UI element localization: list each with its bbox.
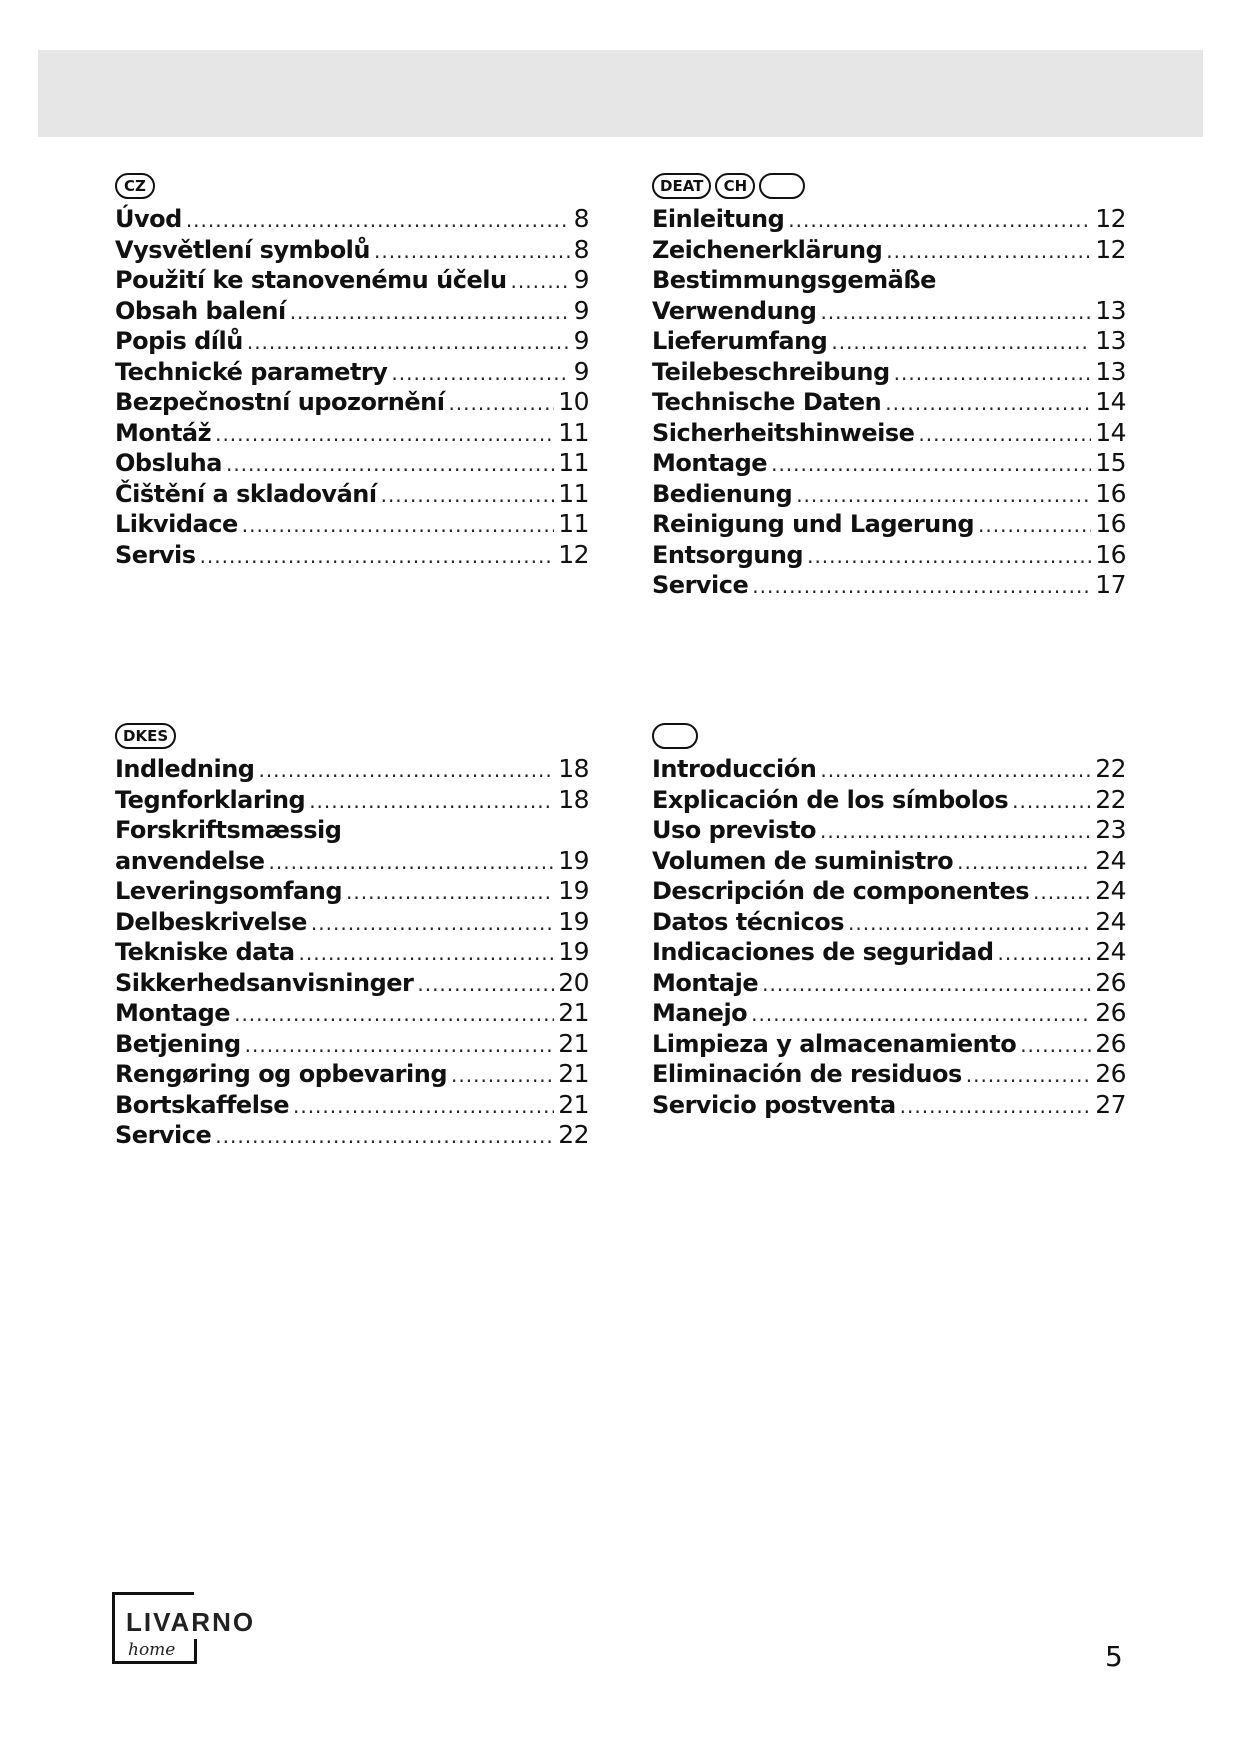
toc-entry (115, 387, 589, 418)
toc-entry (652, 785, 1126, 816)
dot-leader (293, 1091, 554, 1122)
dot-leader (966, 1060, 1091, 1091)
dot-leader (186, 205, 570, 236)
dot-leader (820, 816, 1091, 847)
dot-leader (848, 908, 1091, 939)
toc-entry-title: Bedienung (652, 479, 793, 508)
dot-leader (807, 541, 1091, 572)
toc-entry-title: Bortskaffelse (115, 1090, 289, 1119)
toc-entry-title: Entsorgung (652, 540, 804, 569)
dot-leader (788, 205, 1091, 236)
dot-leader (751, 999, 1091, 1030)
toc-entry-title: Service (652, 571, 749, 599)
toc-entry-page: 21 (558, 998, 589, 1027)
toc-entry (652, 448, 1126, 479)
brand-logo-sub: home (128, 1640, 176, 1660)
toc-entry-title: Technische Daten (652, 388, 882, 416)
toc-entry-page: 26 (1095, 967, 1126, 997)
toc-entry-page: 19 (558, 937, 589, 966)
toc-entry (652, 907, 1126, 938)
toc-section-es (652, 718, 1126, 1120)
toc-entry (115, 204, 589, 235)
toc-list (115, 204, 589, 570)
language-badges (652, 168, 1126, 204)
toc-entry (115, 357, 589, 388)
toc-entry (652, 570, 1126, 601)
toc-entry-title: Datos técnicos (652, 907, 845, 936)
dot-leader (820, 297, 1091, 328)
toc-entry (115, 296, 589, 327)
toc-entry-title: Bestimmungsgemäße (652, 266, 936, 294)
toc-entry-title: Montaje (652, 968, 759, 997)
toc-entry-page: 14 (1095, 417, 1126, 447)
toc-entry (115, 1059, 589, 1090)
toc-entry-page: 16 (1095, 509, 1126, 538)
toc-entry (115, 1090, 589, 1121)
toc-entry-title: Likvidace (115, 510, 238, 538)
toc-entry (652, 204, 1126, 235)
dot-leader (417, 969, 554, 1000)
toc-entry-page: 24 (1095, 845, 1126, 875)
dot-leader (771, 449, 1091, 480)
dot-leader (448, 388, 554, 419)
toc-entry-page: 11 (558, 509, 589, 538)
dot-leader (796, 480, 1091, 511)
toc-entry-title: Obsluha (115, 449, 222, 477)
dot-leader (245, 1030, 555, 1061)
toc-entry-title: Manejo (652, 999, 748, 1027)
toc-entry-title: Limpieza y almacenamiento (652, 1029, 1017, 1058)
dot-leader (820, 755, 1091, 786)
toc-entry-title: Indicaciones de seguridad (652, 938, 994, 966)
toc-entry-title: Verwendung (652, 296, 817, 325)
toc-entry-page: 8 (573, 234, 589, 264)
toc-entry (115, 968, 589, 999)
toc-entry (115, 876, 589, 907)
toc-entry-page: 22 (1095, 784, 1126, 814)
toc-entry-page: 20 (558, 967, 589, 997)
dot-leader (258, 755, 554, 786)
dot-leader (752, 571, 1091, 602)
toc-entry-title: Rengøring og opbevaring (115, 1060, 448, 1088)
toc-entry-page: 24 (1095, 876, 1126, 905)
toc-entry-title: Čištění a skladování (115, 479, 377, 508)
toc-entry (652, 998, 1126, 1029)
dot-leader (391, 358, 569, 389)
toc-entry-page: 21 (558, 1089, 589, 1119)
language-badges (652, 718, 1126, 754)
toc-entry-title: Tegnforklaring (115, 785, 306, 814)
toc-entry-title: Delbeskrivelse (115, 907, 307, 936)
dot-leader (215, 419, 554, 450)
dot-leader (885, 388, 1091, 419)
toc-entry-title: Eliminación de residuos (652, 1060, 962, 1088)
toc-entry (652, 357, 1126, 388)
toc-entry-title: Indledning (115, 755, 255, 783)
toc-entry (115, 265, 589, 296)
toc-entry-page: 16 (1095, 478, 1126, 508)
toc-entry (115, 448, 589, 479)
dot-leader (894, 358, 1092, 389)
dot-leader (242, 510, 554, 541)
dot-leader (511, 266, 570, 297)
toc-entry (652, 479, 1126, 510)
dot-leader (309, 786, 554, 817)
header-band (38, 50, 1203, 137)
brand-logo: LIVARNO (126, 1607, 256, 1637)
toc-entry (652, 387, 1126, 418)
toc-entry-page: 8 (573, 204, 589, 233)
toc-entry (115, 998, 589, 1029)
toc-list (115, 754, 589, 1151)
dot-leader (299, 938, 555, 969)
toc-entry-page: 18 (558, 784, 589, 814)
toc-entry (652, 509, 1126, 540)
toc-entry (652, 754, 1126, 785)
dot-leader (1012, 786, 1091, 817)
toc-entry-page: 21 (558, 1059, 589, 1088)
dot-leader (381, 480, 555, 511)
toc-entry-title: Explicación de los símbolos (652, 785, 1009, 814)
toc-entry-title: Volumen de suministro (652, 846, 954, 875)
toc-entry-title: Obsah balení (115, 296, 286, 325)
toc-entry (115, 1120, 589, 1151)
toc-entry (652, 326, 1126, 357)
dot-leader (374, 236, 570, 267)
toc-entry (652, 540, 1126, 571)
language-badge: CZ (115, 173, 155, 199)
toc-entry-page: 19 (558, 906, 589, 936)
toc-entry (652, 296, 1126, 327)
toc-entry (115, 785, 589, 816)
toc-entry-page: 26 (1095, 1028, 1126, 1058)
language-badge: DEAT (652, 173, 711, 199)
toc-entry-title: Sicherheitshinweise (652, 418, 915, 447)
toc-entry-page: 19 (558, 845, 589, 875)
toc-entry (652, 1029, 1126, 1060)
toc-entry-title: Einleitung (652, 205, 785, 233)
toc-entry-page: 16 (1095, 539, 1126, 569)
dot-leader (247, 327, 570, 358)
dot-leader (762, 969, 1091, 1000)
toc-entry-title: Service (115, 1121, 212, 1149)
toc-entry-page: 19 (558, 876, 589, 905)
toc-entry-page: 13 (1095, 326, 1126, 355)
toc-entry-title: Teilebeschreibung (652, 357, 890, 386)
toc-entry-title: Leveringsomfang (115, 877, 343, 905)
language-badge (759, 173, 805, 199)
toc-entry-title: anvendelse (115, 846, 265, 875)
toc-entry (652, 235, 1126, 266)
toc-entry-title: Betjening (115, 1029, 241, 1058)
toc-entry-title: Reinigung und Lagerung (652, 510, 975, 538)
dot-leader (269, 847, 555, 878)
toc-entry (652, 846, 1126, 877)
toc-entry (115, 815, 589, 846)
toc-entry-title: Tekniske data (115, 938, 295, 966)
toc-entry (652, 876, 1126, 907)
toc-section-de (652, 168, 1126, 601)
toc-entry-title: Descripción de componentes (652, 877, 1030, 905)
toc-entry-page: 13 (1095, 295, 1126, 325)
toc-entry (652, 265, 1126, 296)
dot-leader (957, 847, 1091, 878)
toc-entry (115, 235, 589, 266)
toc-entry-page: 9 (573, 265, 589, 294)
toc-entry (115, 326, 589, 357)
language-badge (652, 723, 698, 749)
toc-entry-title: Popis dílů (115, 327, 243, 355)
dot-leader (1033, 877, 1091, 908)
toc-entry-page: 26 (1095, 998, 1126, 1027)
toc-entry (652, 968, 1126, 999)
dot-leader (346, 877, 554, 908)
toc-entry-page: 11 (558, 448, 589, 477)
toc-entry-title: Forskriftsmæssig (115, 816, 342, 844)
toc-entry (652, 937, 1126, 968)
toc-entry-title: Vysvětlení symbolů (115, 235, 370, 264)
toc-list (652, 754, 1126, 1120)
dot-leader (311, 908, 554, 939)
toc-entry-page: 13 (1095, 356, 1126, 386)
toc-list (652, 204, 1126, 601)
language-badge: DKES (115, 723, 176, 749)
toc-entry-title: Úvod (115, 205, 182, 233)
dot-leader (1020, 1030, 1091, 1061)
toc-entry-page: 21 (558, 1028, 589, 1058)
dot-leader (918, 419, 1091, 450)
dot-leader (978, 510, 1091, 541)
toc-entry (115, 1029, 589, 1060)
dot-leader (200, 541, 555, 572)
toc-entry (115, 509, 589, 540)
toc-entry-title: Servicio postventa (652, 1090, 896, 1119)
toc-entry-page: 10 (558, 387, 589, 416)
toc-entry-page: 22 (558, 1120, 589, 1149)
language-badges (115, 718, 589, 754)
toc-entry-page: 24 (1095, 906, 1126, 936)
toc-entry (115, 418, 589, 449)
toc-entry-title: Lieferumfang (652, 327, 828, 355)
toc-entry-title: Montage (115, 999, 231, 1027)
toc-entry-page: 27 (1095, 1089, 1126, 1119)
toc-entry (115, 754, 589, 785)
toc-entry (652, 815, 1126, 846)
dot-leader (831, 327, 1091, 358)
dot-leader (900, 1091, 1092, 1122)
toc-entry-page: 9 (573, 356, 589, 386)
toc-entry-page: 24 (1095, 937, 1126, 966)
language-badge: CH (715, 173, 755, 199)
toc-entry (652, 1059, 1126, 1090)
toc-entry-page: 14 (1095, 387, 1126, 416)
toc-entry-page: 22 (1095, 754, 1126, 783)
dot-leader (886, 236, 1091, 267)
dot-leader (998, 938, 1092, 969)
toc-entry (115, 479, 589, 510)
toc-entry (652, 1090, 1126, 1121)
toc-entry-page: 23 (1095, 815, 1126, 844)
toc-entry-page: 12 (1095, 204, 1126, 233)
dot-leader (234, 999, 554, 1030)
page-number: 5 (1105, 1640, 1123, 1673)
toc-section-cz (115, 168, 589, 570)
toc-entry-title: Introducción (652, 755, 817, 783)
toc-entry-page: 15 (1095, 448, 1126, 477)
dot-leader (290, 297, 570, 328)
toc-entry-title: Montáž (115, 418, 212, 447)
toc-entry-page: 9 (573, 326, 589, 355)
toc-entry (115, 907, 589, 938)
toc-entry (115, 937, 589, 968)
toc-entry (115, 540, 589, 571)
toc-entry-title: Zeichenerklärung (652, 235, 883, 264)
toc-section-dk (115, 718, 589, 1151)
toc-entry-page: 17 (1095, 570, 1126, 599)
toc-entry-title: Bezpečnostní upozornění (115, 388, 445, 416)
toc-entry-page: 11 (558, 478, 589, 508)
toc-entry-title: Servis (115, 540, 196, 569)
dot-leader (451, 1060, 554, 1091)
dot-leader (215, 1121, 554, 1152)
language-badges (115, 168, 589, 204)
toc-entry-title: Sikkerhedsanvisninger (115, 968, 414, 997)
toc-entry-title: Uso previsto (652, 816, 817, 844)
toc-entry (652, 418, 1126, 449)
toc-entry-page: 18 (558, 754, 589, 783)
toc-entry-page: 12 (558, 539, 589, 569)
toc-entry-title: Montage (652, 449, 768, 477)
toc-entry-page: 26 (1095, 1059, 1126, 1088)
toc-entry (115, 846, 589, 877)
toc-entry-page: 11 (558, 417, 589, 447)
dot-leader (226, 449, 554, 480)
toc-entry-page: 12 (1095, 234, 1126, 264)
toc-entry-page: 9 (573, 295, 589, 325)
toc-entry-title: Použití ke stanovenému účelu (115, 266, 507, 294)
toc-entry-title: Technické parametry (115, 357, 388, 386)
